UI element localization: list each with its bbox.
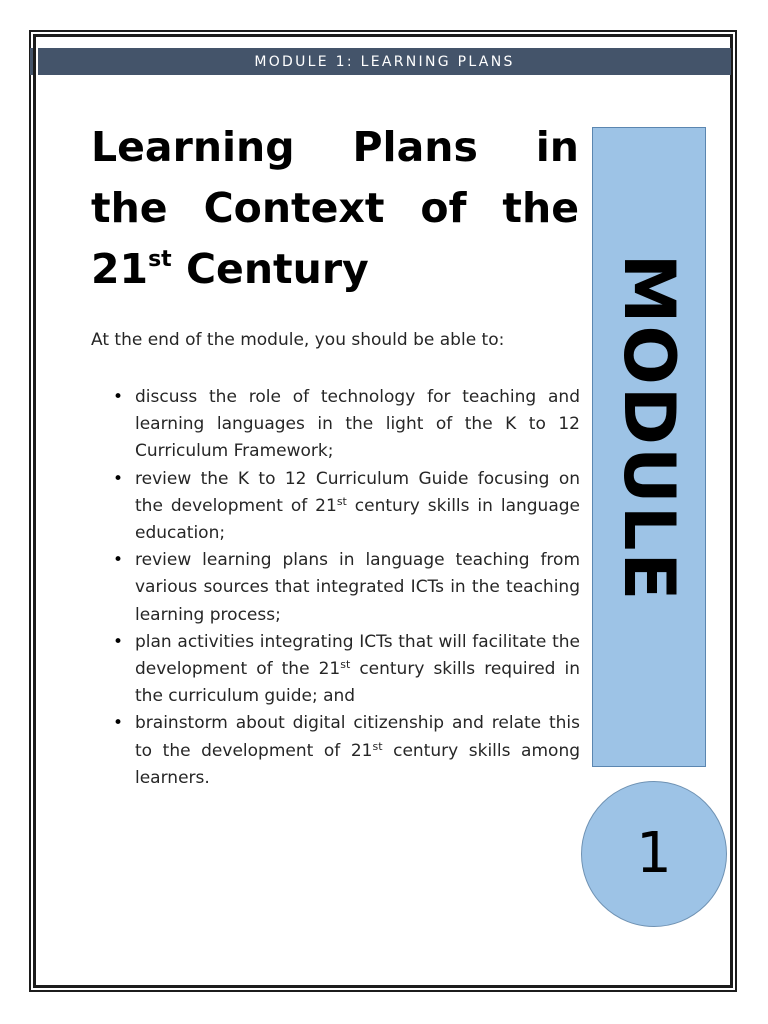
objectives-intro: At the end of the module, you should be able to: — [91, 330, 505, 350]
objective-item — [113, 466, 580, 548]
bullet-icon: • — [113, 468, 124, 489]
title-line-3: Century — [185, 245, 369, 293]
bullet-icon: • — [113, 631, 124, 652]
objective-item — [113, 710, 581, 792]
bullet-icon: • — [113, 550, 124, 571]
objective-item — [113, 547, 580, 629]
bullet-icon: • — [113, 387, 124, 407]
objective-text: review the K to 12 Curriculum Guide focusing on the development of 21 — [135, 468, 580, 516]
page-title — [91, 117, 579, 300]
module-number-badge — [581, 781, 727, 927]
title-line-1: Learning Plans in the — [91, 123, 579, 232]
title-superscript: st — [148, 247, 172, 272]
objective-superscript: st — [340, 658, 351, 672]
header-bar-tick — [30, 48, 33, 75]
objective-text: review learning plans in language teaching from various sources that integrated ICTs in the teaching learning process; — [135, 550, 580, 625]
objective-text: plan activities integrating ICTs that will facilitate the development of the 21 — [135, 631, 580, 680]
module-header-label: MODULE 1: LEARNING PLANS — [254, 53, 515, 70]
objective-text: brainstorm about digital citizenship and relate this to the development of 21 — [135, 713, 580, 761]
objective-text: century skills among learners. — [135, 740, 581, 788]
objective-superscript: st — [336, 494, 347, 508]
bullet-icon: • — [113, 713, 124, 734]
objectives-list — [113, 384, 581, 792]
module-number: 1 — [636, 821, 672, 886]
module-side-label: MODULE — [608, 253, 690, 603]
objective-superscript: st — [372, 739, 383, 753]
objective-text: century skills required in the curriculum guide; and — [135, 659, 580, 707]
objective-item — [113, 629, 580, 711]
objective-text: discuss the role of technology for teaching and learning languages in the light of the K to 12 Curriculum Framework; — [135, 387, 580, 462]
title-line-2: Context of the 21 — [91, 184, 579, 293]
objective-item — [113, 384, 580, 466]
module-header-bar — [38, 48, 731, 75]
objective-text: century skills in language education; — [135, 495, 580, 544]
